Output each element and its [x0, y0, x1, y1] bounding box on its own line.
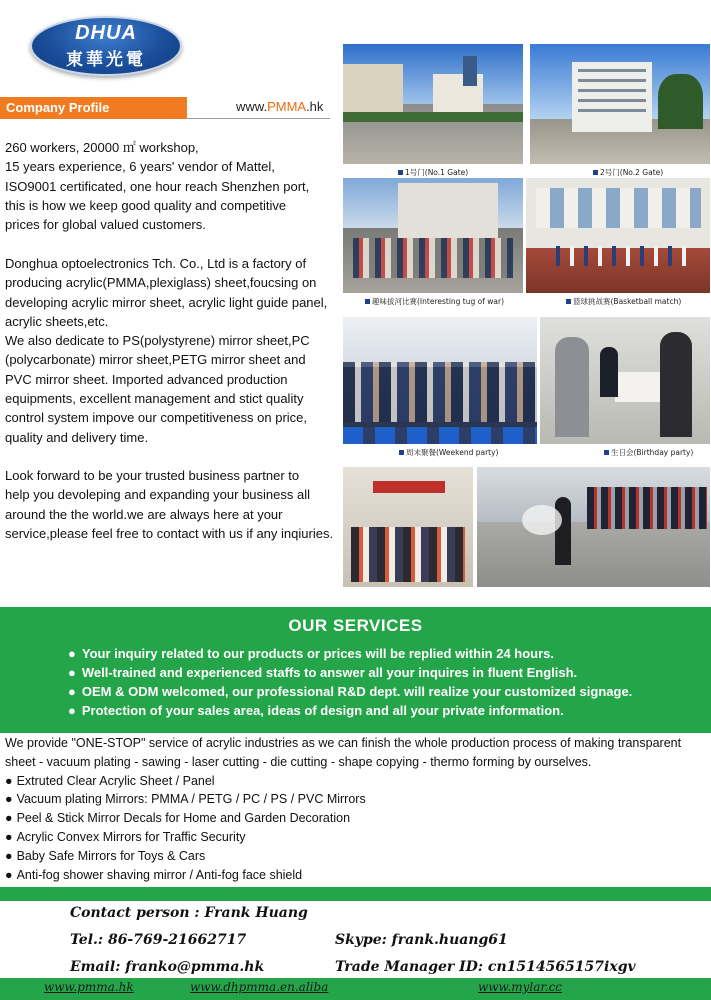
logo-chinese-name: 東華光電 [66, 50, 146, 69]
one-stop-section [5, 734, 705, 884]
photo-gate-2 [530, 44, 710, 164]
photo-fire-drill [477, 467, 710, 587]
caption-tug-of-war: 趣味拔河比赛(Interesting tug of war) [365, 296, 504, 307]
text-line: this is how we keep good quality and competitive [5, 197, 287, 213]
product-item: ● Extruted Clear Acrylic Sheet / Panel [5, 773, 215, 788]
product-item: ● Acrylic Convex Mirrors for Traffic Security [5, 829, 246, 844]
text-line: Donghua optoelectronics Tch. Co., Ltd is a factory of [5, 256, 307, 271]
service-item: ● Protection of your sales area, ideas of design and all your private information. [68, 703, 564, 718]
text-line: quality and delivery time. [5, 429, 149, 445]
contact-trade-manager: Trade Manager ID: cn1514565157ixgv [335, 959, 636, 975]
profile-paragraph-3 [5, 466, 340, 543]
text-line: (polycarbonate) mirror sheet,PETG mirror sheet and [5, 352, 306, 368]
text-line: 15 years experience, 6 years' vendor of Mattel, [5, 159, 275, 175]
photo-gate-1 [343, 44, 523, 164]
product-item: ● Anti-fog shower shaving mirror / Anti-fog face shield [5, 867, 303, 882]
service-item: ● Your inquiry related to our products or prices will be replied within 24 hours. [68, 646, 555, 661]
one-stop-intro: sheet - vacuum plating - sawing - laser cutting - die cutting - shape copying - thermo forming by ourselves. [5, 754, 592, 769]
service-item: ● Well-trained and experienced staffs to answer all your inquires in fluent English. [68, 665, 578, 680]
footer-link-alibaba[interactable]: www.dhpmma.en.aliba [190, 980, 329, 994]
text-line: control system impove our competitiveness on price, [5, 410, 308, 426]
contact-tel: Tel.: 86-769-21662717 [70, 932, 247, 948]
text-line: 260 workers, 20000 ㎡ workshop, [5, 140, 199, 155]
caption-weekend-party: 周末聚餐(Weekend party) [399, 447, 498, 458]
contact-email[interactable]: Email: franko@pmma.hk [70, 959, 265, 975]
footer-link-mylar[interactable]: www.mylar.cc [478, 980, 563, 994]
text-line: service,please feel free to contact with us if any inqiuries. [5, 525, 334, 541]
text-line: PVC mirror sheet. Imported advanced production [5, 371, 288, 387]
text-line: prices for global valued customers. [5, 217, 206, 233]
product-item: ● Peel & Stick Mirror Decals for Home and Garden Decoration [5, 811, 351, 826]
company-logo [30, 16, 182, 76]
photo-basketball [526, 178, 710, 293]
profile-paragraph-1 [5, 138, 340, 234]
product-item: ● Vacuum plating Mirrors: PMMA / PETG / PC / PS / PVC Mirrors [5, 792, 366, 807]
caption-basketball: 篮球挑战赛(Basketball match) [566, 296, 681, 307]
text-line: help you devoleping and expanding your business all [5, 487, 310, 503]
text-line: We also dedicate to PS(polystyrene) mirror sheet,PC [5, 333, 310, 349]
text-line: ISO9001 certificated, one hour reach Shenzhen port, [5, 178, 310, 194]
text-line: developing acrylic mirror sheet, acrylic light guide panel, [5, 294, 328, 310]
divider-bar [0, 887, 711, 901]
contact-skype[interactable]: Skype: frank.huang61 [335, 932, 508, 948]
site-prefix: www. [236, 99, 268, 114]
caption-birthday-party: 生日会(Birthday party) [604, 447, 693, 458]
services-list [68, 644, 632, 720]
company-profile-heading: Company Profile [0, 97, 187, 119]
site-suffix: .hk [306, 99, 324, 114]
caption-gate-2: 2号门(No.2 Gate) [593, 167, 663, 178]
caption-gate-1: 1号门(No.1 Gate) [398, 167, 468, 178]
footer-link-pmma[interactable]: www.pmma.hk [44, 980, 134, 994]
text-line: producing acrylic(PMMA,plexiglass) sheet,foucsing on [5, 275, 317, 291]
one-stop-intro: We provide "ONE-STOP" service of acrylic industries as we can finish the whole production process of making transparent [5, 736, 682, 750]
heading-rule [187, 118, 330, 119]
profile-paragraph-2 [5, 254, 340, 447]
photo-tug-of-war [343, 178, 523, 293]
service-item: ● OEM & ODM welcomed, our professional R&D dept. will realize your customized signage. [68, 684, 633, 699]
services-title: OUR SERVICES [288, 616, 423, 635]
text-line: around the the world.we are always here at your [5, 506, 283, 522]
our-services-panel [0, 607, 711, 733]
text-line: acrylic sheets,etc. [5, 313, 109, 329]
text-line: equipments, excellent management and stict quality [5, 391, 304, 407]
contact-person: Contact person : Frank Huang [70, 905, 308, 921]
photo-group [343, 467, 473, 587]
logo-brand: DHUA [75, 22, 137, 44]
text-line: Look forward to be your trusted business partner to [5, 468, 300, 483]
product-item: ● Baby Safe Mirrors for Toys & Cars [5, 848, 206, 863]
photo-birthday-party [540, 317, 710, 444]
site-highlight: PMMA [267, 99, 307, 114]
website-link-top[interactable] [236, 99, 323, 114]
photo-weekend-party [343, 317, 537, 444]
